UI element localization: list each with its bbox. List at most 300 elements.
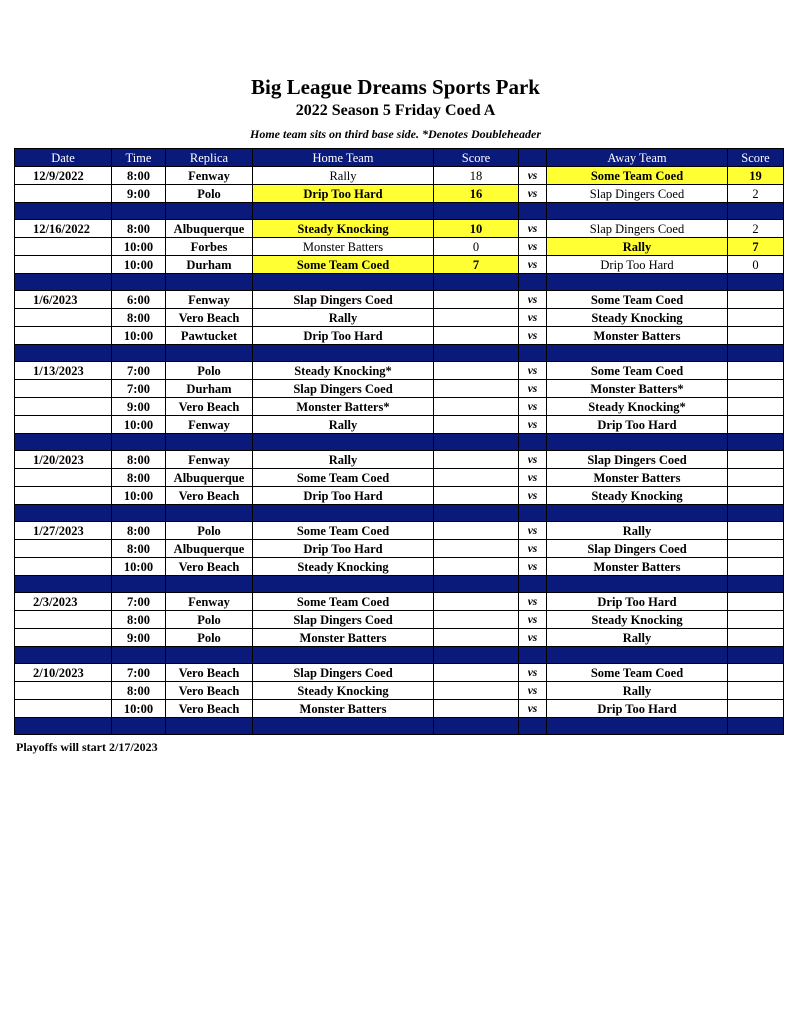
- away-team-cell: Monster Batters: [547, 558, 728, 576]
- replica-cell: Vero Beach: [166, 398, 253, 416]
- col-header-time: Time: [112, 149, 166, 167]
- replica-cell: Polo: [166, 522, 253, 540]
- replica-cell: Vero Beach: [166, 682, 253, 700]
- table-row: [15, 362, 784, 380]
- separator-cell: [15, 274, 112, 291]
- date-cell: [15, 629, 112, 647]
- separator-cell: [166, 576, 253, 593]
- home-team-cell: Drip Too Hard: [253, 487, 434, 505]
- date-cell: 12/9/2022: [15, 167, 112, 185]
- col-header-replica: Replica: [166, 149, 253, 167]
- away-score-cell: [728, 416, 784, 434]
- home-score-cell: [434, 682, 519, 700]
- date-cell: 1/20/2023: [15, 451, 112, 469]
- home-score-cell: [434, 611, 519, 629]
- week-separator-row: [15, 274, 784, 291]
- separator-cell: [728, 434, 784, 451]
- col-header-vs: [519, 149, 547, 167]
- replica-cell: Durham: [166, 256, 253, 274]
- table-row: [15, 291, 784, 309]
- separator-cell: [112, 434, 166, 451]
- home-team-cell: Monster Batters: [253, 238, 434, 256]
- away-score-cell: [728, 593, 784, 611]
- separator-cell: [434, 718, 519, 735]
- home-team-cell: Rally: [253, 416, 434, 434]
- replica-cell: Fenway: [166, 451, 253, 469]
- separator-cell: [166, 345, 253, 362]
- away-score-cell: [728, 522, 784, 540]
- home-team-cell: Steady Knocking: [253, 220, 434, 238]
- home-team-cell: Some Team Coed: [253, 593, 434, 611]
- away-team-cell: Rally: [547, 522, 728, 540]
- replica-cell: Vero Beach: [166, 558, 253, 576]
- home-score-cell: 0: [434, 238, 519, 256]
- date-cell: [15, 238, 112, 256]
- time-cell: 9:00: [112, 185, 166, 203]
- separator-cell: [253, 274, 434, 291]
- home-team-cell: Slap Dingers Coed: [253, 380, 434, 398]
- vs-label: vs: [519, 682, 547, 700]
- separator-cell: [166, 647, 253, 664]
- away-score-cell: [728, 487, 784, 505]
- separator-cell: [434, 345, 519, 362]
- date-cell: [15, 398, 112, 416]
- season-subtitle: 2022 Season 5 Friday Coed A: [295, 102, 496, 119]
- separator-cell: [519, 203, 547, 220]
- table-row: [15, 540, 784, 558]
- separator-cell: [166, 203, 253, 220]
- vs-label: vs: [519, 540, 547, 558]
- home-team-cell: Drip Too Hard: [253, 185, 434, 203]
- away-score-cell: [728, 469, 784, 487]
- time-cell: 8:00: [112, 522, 166, 540]
- separator-cell: [434, 274, 519, 291]
- table-row: [15, 185, 784, 203]
- separator-cell: [519, 718, 547, 735]
- table-row: [15, 451, 784, 469]
- date-cell: [15, 416, 112, 434]
- home-score-cell: [434, 327, 519, 345]
- separator-cell: [434, 576, 519, 593]
- away-score-cell: [728, 451, 784, 469]
- time-cell: 9:00: [112, 398, 166, 416]
- away-score-cell: [728, 309, 784, 327]
- time-cell: 10:00: [112, 487, 166, 505]
- home-score-cell: [434, 700, 519, 718]
- vs-label: vs: [519, 611, 547, 629]
- table-row: [15, 611, 784, 629]
- home-score-cell: [434, 291, 519, 309]
- separator-cell: [15, 345, 112, 362]
- away-score-cell: [728, 558, 784, 576]
- home-team-cell: Steady Knocking: [253, 558, 434, 576]
- away-score-cell: 7: [728, 238, 784, 256]
- replica-cell: Pawtucket: [166, 327, 253, 345]
- time-cell: 8:00: [112, 682, 166, 700]
- date-cell: 1/6/2023: [15, 291, 112, 309]
- away-score-cell: [728, 362, 784, 380]
- replica-cell: Albuquerque: [166, 220, 253, 238]
- home-team-cell: Rally: [253, 451, 434, 469]
- away-score-cell: [728, 327, 784, 345]
- table-row: [15, 167, 784, 185]
- away-score-cell: [728, 629, 784, 647]
- away-score-cell: [728, 398, 784, 416]
- table-row: [15, 380, 784, 398]
- week-separator-row: [15, 203, 784, 220]
- vs-label: vs: [519, 522, 547, 540]
- separator-cell: [166, 434, 253, 451]
- separator-cell: [253, 718, 434, 735]
- table-row: [15, 416, 784, 434]
- date-cell: [15, 700, 112, 718]
- separator-cell: [15, 576, 112, 593]
- date-cell: [15, 682, 112, 700]
- replica-cell: Fenway: [166, 416, 253, 434]
- time-cell: 8:00: [112, 611, 166, 629]
- replica-cell: Polo: [166, 362, 253, 380]
- away-team-cell: Drip Too Hard: [547, 700, 728, 718]
- separator-cell: [728, 576, 784, 593]
- separator-cell: [519, 647, 547, 664]
- time-cell: 9:00: [112, 629, 166, 647]
- table-row: [15, 664, 784, 682]
- vs-label: vs: [519, 380, 547, 398]
- home-team-cell: Monster Batters: [253, 700, 434, 718]
- vs-label: vs: [519, 416, 547, 434]
- replica-cell: Forbes: [166, 238, 253, 256]
- table-row: [15, 469, 784, 487]
- separator-cell: [434, 505, 519, 522]
- separator-cell: [253, 647, 434, 664]
- col-header-away-score: Score: [728, 149, 784, 167]
- away-team-cell: Slap Dingers Coed: [547, 451, 728, 469]
- away-team-cell: Steady Knocking*: [547, 398, 728, 416]
- away-team-cell: Slap Dingers Coed: [547, 220, 728, 238]
- time-cell: 8:00: [112, 220, 166, 238]
- time-cell: 8:00: [112, 540, 166, 558]
- vs-label: vs: [519, 398, 547, 416]
- home-score-cell: [434, 416, 519, 434]
- separator-cell: [253, 434, 434, 451]
- home-team-cell: Slap Dingers Coed: [253, 291, 434, 309]
- away-score-cell: [728, 700, 784, 718]
- vs-label: vs: [519, 256, 547, 274]
- home-team-cell: Steady Knocking: [253, 682, 434, 700]
- table-row: [15, 309, 784, 327]
- away-team-cell: Monster Batters: [547, 327, 728, 345]
- vs-label: vs: [519, 291, 547, 309]
- date-cell: [15, 558, 112, 576]
- week-separator-row: [15, 576, 784, 593]
- playoffs-note: Playoffs will start 2/17/2023: [16, 740, 158, 754]
- time-cell: 10:00: [112, 256, 166, 274]
- home-team-cell: Slap Dingers Coed: [253, 664, 434, 682]
- home-team-cell: Some Team Coed: [253, 522, 434, 540]
- separator-cell: [519, 576, 547, 593]
- home-score-cell: [434, 362, 519, 380]
- vs-label: vs: [519, 629, 547, 647]
- replica-cell: Fenway: [166, 593, 253, 611]
- time-cell: 10:00: [112, 700, 166, 718]
- vs-label: vs: [519, 487, 547, 505]
- vs-label: vs: [519, 309, 547, 327]
- separator-cell: [728, 274, 784, 291]
- separator-cell: [547, 647, 728, 664]
- table-row: [15, 700, 784, 718]
- away-score-cell: [728, 611, 784, 629]
- time-cell: 8:00: [112, 469, 166, 487]
- separator-cell: [15, 434, 112, 451]
- away-team-cell: Rally: [547, 682, 728, 700]
- separator-cell: [112, 274, 166, 291]
- away-team-cell: Drip Too Hard: [547, 593, 728, 611]
- away-team-cell: Some Team Coed: [547, 291, 728, 309]
- separator-cell: [15, 203, 112, 220]
- date-cell: 2/3/2023: [15, 593, 112, 611]
- home-score-cell: [434, 380, 519, 398]
- separator-cell: [728, 505, 784, 522]
- col-header-date: Date: [15, 149, 112, 167]
- table-row: [15, 682, 784, 700]
- away-team-cell: Some Team Coed: [547, 362, 728, 380]
- separator-cell: [434, 647, 519, 664]
- date-cell: [15, 487, 112, 505]
- away-team-cell: Rally: [547, 629, 728, 647]
- separator-cell: [166, 505, 253, 522]
- home-team-cell: Rally: [253, 167, 434, 185]
- home-score-cell: [434, 451, 519, 469]
- table-row: [15, 398, 784, 416]
- separator-cell: [15, 505, 112, 522]
- vs-label: vs: [519, 558, 547, 576]
- away-score-cell: 2: [728, 185, 784, 203]
- date-cell: [15, 469, 112, 487]
- replica-cell: Polo: [166, 611, 253, 629]
- away-team-cell: Some Team Coed: [547, 167, 728, 185]
- time-cell: 10:00: [112, 327, 166, 345]
- col-header-away-team: Away Team: [547, 149, 728, 167]
- date-cell: [15, 309, 112, 327]
- home-team-cell: Monster Batters: [253, 629, 434, 647]
- week-separator-row: [15, 434, 784, 451]
- separator-cell: [112, 203, 166, 220]
- time-cell: 7:00: [112, 593, 166, 611]
- home-team-cell: Drip Too Hard: [253, 327, 434, 345]
- home-score-cell: [434, 469, 519, 487]
- away-score-cell: [728, 664, 784, 682]
- away-team-cell: Steady Knocking: [547, 611, 728, 629]
- home-team-cell: Monster Batters*: [253, 398, 434, 416]
- home-score-cell: [434, 593, 519, 611]
- separator-cell: [434, 203, 519, 220]
- separator-cell: [519, 434, 547, 451]
- separator-cell: [728, 718, 784, 735]
- time-cell: 7:00: [112, 380, 166, 398]
- separator-cell: [15, 647, 112, 664]
- separator-cell: [166, 718, 253, 735]
- table-row: [15, 238, 784, 256]
- separator-cell: [112, 505, 166, 522]
- replica-cell: Vero Beach: [166, 309, 253, 327]
- away-team-cell: Some Team Coed: [547, 664, 728, 682]
- replica-cell: Polo: [166, 185, 253, 203]
- replica-cell: Polo: [166, 629, 253, 647]
- away-team-cell: Slap Dingers Coed: [547, 540, 728, 558]
- home-score-cell: [434, 309, 519, 327]
- away-team-cell: Drip Too Hard: [547, 416, 728, 434]
- time-cell: 7:00: [112, 664, 166, 682]
- home-team-note: Home team sits on third base side. *Denotes Doubleheader: [250, 127, 541, 141]
- time-cell: 8:00: [112, 451, 166, 469]
- separator-cell: [547, 274, 728, 291]
- away-score-cell: [728, 291, 784, 309]
- schedule-table: [14, 148, 784, 735]
- date-cell: [15, 185, 112, 203]
- away-score-cell: 0: [728, 256, 784, 274]
- vs-label: vs: [519, 469, 547, 487]
- separator-cell: [112, 345, 166, 362]
- separator-cell: [166, 274, 253, 291]
- date-cell: [15, 540, 112, 558]
- separator-cell: [728, 647, 784, 664]
- home-team-cell: Slap Dingers Coed: [253, 611, 434, 629]
- home-score-cell: [434, 558, 519, 576]
- away-score-cell: [728, 380, 784, 398]
- page-title: Big League Dreams Sports Park: [251, 75, 540, 99]
- table-row: [15, 558, 784, 576]
- time-cell: 10:00: [112, 558, 166, 576]
- separator-cell: [547, 345, 728, 362]
- home-score-cell: 18: [434, 167, 519, 185]
- replica-cell: Fenway: [166, 291, 253, 309]
- time-cell: 6:00: [112, 291, 166, 309]
- time-cell: 10:00: [112, 416, 166, 434]
- separator-cell: [253, 576, 434, 593]
- vs-label: vs: [519, 664, 547, 682]
- home-score-cell: 16: [434, 185, 519, 203]
- date-cell: 2/10/2023: [15, 664, 112, 682]
- separator-cell: [15, 718, 112, 735]
- separator-cell: [112, 647, 166, 664]
- away-team-cell: Slap Dingers Coed: [547, 185, 728, 203]
- date-cell: 12/16/2022: [15, 220, 112, 238]
- away-team-cell: Steady Knocking: [547, 309, 728, 327]
- replica-cell: Fenway: [166, 167, 253, 185]
- replica-cell: Albuquerque: [166, 540, 253, 558]
- table-row: [15, 487, 784, 505]
- week-separator-row: [15, 718, 784, 735]
- separator-cell: [728, 345, 784, 362]
- date-cell: [15, 256, 112, 274]
- home-score-cell: 10: [434, 220, 519, 238]
- vs-label: vs: [519, 220, 547, 238]
- replica-cell: Vero Beach: [166, 664, 253, 682]
- vs-label: vs: [519, 362, 547, 380]
- home-team-cell: Some Team Coed: [253, 256, 434, 274]
- time-cell: 10:00: [112, 238, 166, 256]
- home-score-cell: [434, 540, 519, 558]
- away-score-cell: [728, 682, 784, 700]
- date-cell: [15, 327, 112, 345]
- vs-label: vs: [519, 700, 547, 718]
- date-cell: [15, 380, 112, 398]
- vs-label: vs: [519, 451, 547, 469]
- date-cell: 1/13/2023: [15, 362, 112, 380]
- separator-cell: [112, 576, 166, 593]
- away-score-cell: [728, 540, 784, 558]
- table-row: [15, 220, 784, 238]
- date-cell: [15, 611, 112, 629]
- vs-label: vs: [519, 238, 547, 256]
- separator-cell: [547, 203, 728, 220]
- col-header-home-team: Home Team: [253, 149, 434, 167]
- separator-cell: [519, 505, 547, 522]
- separator-cell: [253, 203, 434, 220]
- home-score-cell: 7: [434, 256, 519, 274]
- home-team-cell: Rally: [253, 309, 434, 327]
- table-header-row: [15, 149, 784, 167]
- separator-cell: [253, 345, 434, 362]
- away-team-cell: Monster Batters: [547, 469, 728, 487]
- vs-label: vs: [519, 327, 547, 345]
- replica-cell: Albuquerque: [166, 469, 253, 487]
- table-row: [15, 327, 784, 345]
- time-cell: 8:00: [112, 309, 166, 327]
- home-score-cell: [434, 522, 519, 540]
- away-team-cell: Drip Too Hard: [547, 256, 728, 274]
- week-separator-row: [15, 505, 784, 522]
- table-row: [15, 593, 784, 611]
- home-score-cell: [434, 398, 519, 416]
- home-score-cell: [434, 487, 519, 505]
- replica-cell: Vero Beach: [166, 487, 253, 505]
- table-row: [15, 522, 784, 540]
- home-score-cell: [434, 629, 519, 647]
- table-row: [15, 256, 784, 274]
- vs-label: vs: [519, 167, 547, 185]
- week-separator-row: [15, 647, 784, 664]
- away-team-cell: Steady Knocking: [547, 487, 728, 505]
- week-separator-row: [15, 345, 784, 362]
- col-header-home-score: Score: [434, 149, 519, 167]
- home-team-cell: Drip Too Hard: [253, 540, 434, 558]
- separator-cell: [519, 274, 547, 291]
- away-score-cell: 19: [728, 167, 784, 185]
- separator-cell: [253, 505, 434, 522]
- separator-cell: [728, 203, 784, 220]
- separator-cell: [547, 718, 728, 735]
- replica-cell: Durham: [166, 380, 253, 398]
- time-cell: 7:00: [112, 362, 166, 380]
- home-score-cell: [434, 664, 519, 682]
- date-cell: 1/27/2023: [15, 522, 112, 540]
- separator-cell: [547, 434, 728, 451]
- home-team-cell: Steady Knocking*: [253, 362, 434, 380]
- away-team-cell: Rally: [547, 238, 728, 256]
- vs-label: vs: [519, 593, 547, 611]
- separator-cell: [519, 345, 547, 362]
- separator-cell: [547, 505, 728, 522]
- separator-cell: [434, 434, 519, 451]
- replica-cell: Vero Beach: [166, 700, 253, 718]
- home-team-cell: Some Team Coed: [253, 469, 434, 487]
- table-row: [15, 629, 784, 647]
- away-score-cell: 2: [728, 220, 784, 238]
- separator-cell: [112, 718, 166, 735]
- vs-label: vs: [519, 185, 547, 203]
- separator-cell: [547, 576, 728, 593]
